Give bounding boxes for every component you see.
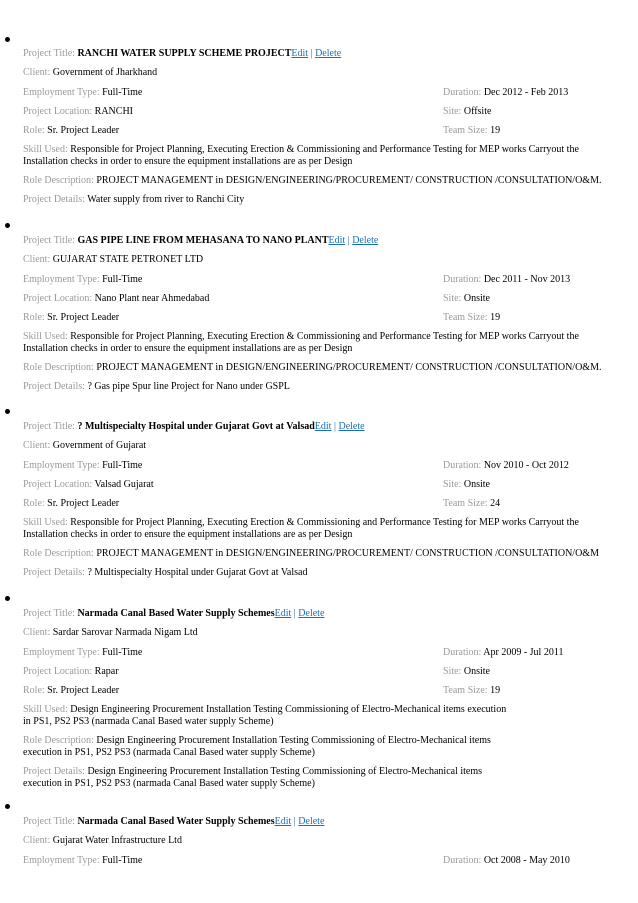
link-separator: | (347, 235, 350, 246)
employment-type-value: Full-Time (102, 854, 143, 866)
list-bullet (5, 804, 10, 809)
employment-row (23, 855, 613, 874)
project-entry (23, 421, 613, 586)
skill-used-row (23, 517, 613, 548)
link-separator: | (310, 48, 313, 59)
project-details-label: Project Details: (23, 766, 85, 778)
role-value: Sr. Project Leader (47, 312, 120, 324)
project-details-row (23, 567, 613, 586)
client-label: Client: (23, 627, 51, 639)
project-location-value: Rapar (94, 665, 119, 677)
role-value: Sr. Project Leader (47, 685, 120, 697)
delete-link[interactable]: Delete (298, 816, 325, 827)
team-size-label: Team Size: (443, 312, 488, 324)
project-details-row (23, 381, 613, 400)
project-details-label: Project Details: (23, 194, 85, 206)
project-details-label: Project Details: (23, 567, 85, 579)
team-size-field (443, 125, 500, 137)
edit-link[interactable]: Edit (274, 816, 292, 827)
list-bullet (5, 223, 10, 228)
skill-used-row (23, 704, 513, 735)
team-size-field (443, 498, 500, 510)
project-title-label: Project Title: (23, 48, 75, 59)
employment-row (23, 274, 613, 293)
project-title: GAS PIPE LINE FROM MEHASANA TO NANO PLANT (77, 235, 329, 246)
project-location-label: Project Location: (23, 665, 93, 677)
project-details-row (23, 766, 523, 797)
site-value: Offsite (463, 105, 492, 117)
site-field (443, 106, 491, 118)
skill-used-value: Responsible for Project Planning, Executing Erection & Commissioning and Performance Testing for MEP works Carryout the Installation checks in order to ensure the equipment installations are as per Design (23, 517, 579, 541)
role-label: Role: (23, 498, 45, 510)
duration-value: Dec 2011 - Nov 2013 (483, 273, 571, 285)
employment-type-label: Employment Type: (23, 86, 100, 98)
duration-value: Nov 2010 - Oct 2012 (483, 459, 569, 471)
employment-type-value: Full-Time (102, 86, 143, 98)
delete-link[interactable]: Delete (315, 48, 342, 59)
duration-field (443, 460, 569, 472)
project-details-value: ? Multispecialty Hospital under Gujarat Govt at Valsad (87, 567, 308, 579)
role-description-label: Role Description: (23, 548, 94, 560)
project-entry (23, 816, 613, 874)
project-details-value: Design Engineering Procurement Installation Testing Commissioning of Electro-Mechanical items execution in PS1, PS2 PS3 (narmada Canal Based water supply Scheme) (23, 766, 483, 790)
client-row (23, 627, 613, 646)
client-label: Client: (23, 254, 51, 266)
employment-type-value: Full-Time (102, 459, 143, 471)
duration-label: Duration: (443, 646, 482, 658)
role-row (23, 498, 613, 517)
duration-value: Apr 2009 - Jul 2011 (483, 646, 564, 658)
team-size-value: 19 (490, 685, 501, 697)
project-location-value: RANCHI (94, 105, 133, 117)
role-description-row (23, 735, 528, 766)
employment-type-value: Full-Time (102, 646, 143, 658)
role-description-value: Design Engineering Procurement Installation Testing Commissioning of Electro-Mechanical items execution in PS1, PS2 PS3 (narmada Canal Based water supply Scheme) (23, 735, 491, 759)
duration-field (443, 87, 568, 99)
delete-link[interactable]: Delete (298, 608, 325, 619)
project-title: RANCHI WATER SUPPLY SCHEME PROJECT (77, 48, 292, 59)
project-entry (23, 48, 613, 213)
duration-field (443, 647, 563, 659)
role-label: Role: (23, 685, 45, 697)
delete-link[interactable]: Delete (352, 235, 379, 246)
employment-type-label: Employment Type: (23, 646, 100, 658)
project-title: Narmada Canal Based Water Supply Schemes (77, 816, 275, 827)
employment-row (23, 87, 613, 106)
project-details-value: ? Gas pipe Spur line Project for Nano under GSPL (87, 381, 290, 393)
project-details-value: Water supply from river to Ranchi City (87, 194, 245, 206)
role-value: Sr. Project Leader (47, 498, 120, 510)
project-location-label: Project Location: (23, 105, 93, 117)
client-label: Client: (23, 440, 51, 452)
skill-used-value: Responsible for Project Planning, Executing Erection & Commissioning and Performance Testing for MEP works Carryout the Installation checks in order to ensure the equipment installations are as per Design (23, 144, 579, 168)
role-description-value: PROJECT MANAGEMENT in DESIGN/ENGINEERING/PROCUREMENT/ CONSTRUCTION /CONSULTATION/O&M. (96, 175, 602, 187)
duration-value: Oct 2008 - May 2010 (483, 854, 570, 866)
client-value: Government of Jharkhand (52, 67, 158, 79)
role-description-row (23, 548, 613, 567)
project-details-label: Project Details: (23, 381, 85, 393)
list-bullet (5, 409, 10, 414)
role-label: Role: (23, 125, 45, 137)
link-separator: | (333, 421, 336, 432)
edit-link[interactable]: Edit (274, 608, 292, 619)
team-size-value: 24 (490, 498, 501, 510)
edit-link[interactable]: Edit (314, 421, 332, 432)
skill-used-value: Design Engineering Procurement Installation Testing Commissioning of Electro-Mechanical items execution in PS1, PS2 PS3 (narmada Canal Based water supply Scheme) (23, 704, 507, 728)
project-title-row (23, 816, 613, 835)
location-row (23, 293, 613, 312)
employment-type-label: Employment Type: (23, 459, 100, 471)
site-value: Onsite (463, 665, 490, 677)
project-title-label: Project Title: (23, 235, 75, 246)
project-location-value: Nano Plant near Ahmedabad (94, 292, 210, 304)
duration-value: Dec 2012 - Feb 2013 (483, 86, 569, 98)
employment-row (23, 460, 613, 479)
client-row (23, 67, 613, 86)
project-title-row (23, 235, 613, 254)
project-title-label: Project Title: (23, 421, 75, 432)
client-value: Gujarat Water Infrastructure Ltd (52, 835, 182, 847)
role-row (23, 125, 613, 144)
employment-type-label: Employment Type: (23, 273, 100, 285)
role-description-value: PROJECT MANAGEMENT in DESIGN/ENGINEERING/PROCUREMENT/ CONSTRUCTION /CONSULTATION/O&M (96, 548, 599, 560)
duration-label: Duration: (443, 273, 482, 285)
duration-label: Duration: (443, 854, 482, 866)
team-size-value: 19 (490, 125, 501, 137)
client-row (23, 254, 613, 273)
role-description-label: Role Description: (23, 735, 94, 747)
project-details-row (23, 194, 613, 213)
role-description-label: Role Description: (23, 362, 94, 374)
site-label: Site: (443, 292, 462, 304)
team-size-label: Team Size: (443, 685, 488, 697)
project-location-value: Valsad Gujarat (94, 478, 154, 490)
project-title-row (23, 48, 613, 67)
site-field (443, 666, 490, 678)
site-label: Site: (443, 478, 462, 490)
delete-link[interactable]: Delete (338, 421, 365, 432)
skill-used-label: Skill Used: (23, 517, 68, 529)
project-entry (23, 235, 613, 400)
project-title-label: Project Title: (23, 608, 75, 619)
list-bullet (5, 37, 10, 42)
skill-used-row (23, 331, 613, 362)
team-size-label: Team Size: (443, 498, 488, 510)
project-entry (23, 608, 613, 797)
client-value: Sardar Sarovar Narmada Nigam Ltd (52, 627, 198, 639)
site-label: Site: (443, 665, 462, 677)
employment-type-label: Employment Type: (23, 854, 100, 866)
location-row (23, 106, 613, 125)
skill-used-row (23, 144, 613, 175)
site-field (443, 293, 490, 305)
site-value: Onsite (463, 478, 490, 490)
project-title-label: Project Title: (23, 816, 75, 827)
link-separator: | (293, 816, 296, 827)
project-location-label: Project Location: (23, 478, 93, 490)
project-title: Narmada Canal Based Water Supply Schemes (77, 608, 275, 619)
role-description-row (23, 362, 613, 381)
role-row (23, 312, 613, 331)
skill-used-value: Responsible for Project Planning, Executing Erection & Commissioning and Performance Testing for MEP works Carryout the Installation checks in order to ensure the equipment installations are as per Design (23, 331, 579, 355)
site-label: Site: (443, 105, 462, 117)
role-row (23, 685, 613, 704)
client-label: Client: (23, 835, 51, 847)
edit-link[interactable]: Edit (328, 235, 346, 246)
role-description-row (23, 175, 613, 194)
duration-label: Duration: (443, 86, 482, 98)
duration-field (443, 274, 570, 286)
duration-field (443, 855, 570, 867)
project-title: ? Multispecialty Hospital under Gujarat Govt at Valsad (77, 421, 315, 432)
client-value: Government of Gujarat (52, 440, 147, 452)
site-value: Onsite (463, 292, 490, 304)
team-size-value: 19 (490, 312, 501, 324)
employment-row (23, 647, 613, 666)
edit-link[interactable]: Edit (291, 48, 309, 59)
team-size-field (443, 685, 500, 697)
role-description-value: PROJECT MANAGEMENT in DESIGN/ENGINEERING/PROCUREMENT/ CONSTRUCTION /CONSULTATION/O&M. (96, 362, 602, 374)
project-location-label: Project Location: (23, 292, 93, 304)
duration-label: Duration: (443, 459, 482, 471)
employment-type-value: Full-Time (102, 273, 143, 285)
client-row (23, 835, 613, 854)
client-label: Client: (23, 67, 51, 79)
skill-used-label: Skill Used: (23, 144, 68, 156)
role-description-label: Role Description: (23, 175, 94, 187)
client-value: GUJARAT STATE PETRONET LTD (52, 254, 204, 266)
project-title-row (23, 608, 613, 627)
skill-used-label: Skill Used: (23, 331, 68, 343)
role-value: Sr. Project Leader (47, 125, 120, 137)
project-title-row (23, 421, 613, 440)
link-separator: | (293, 608, 296, 619)
location-row (23, 479, 613, 498)
client-row (23, 440, 613, 459)
role-label: Role: (23, 312, 45, 324)
site-field (443, 479, 490, 491)
team-size-label: Team Size: (443, 125, 488, 137)
list-bullet (5, 596, 10, 601)
location-row (23, 666, 613, 685)
skill-used-label: Skill Used: (23, 704, 68, 716)
team-size-field (443, 312, 500, 324)
